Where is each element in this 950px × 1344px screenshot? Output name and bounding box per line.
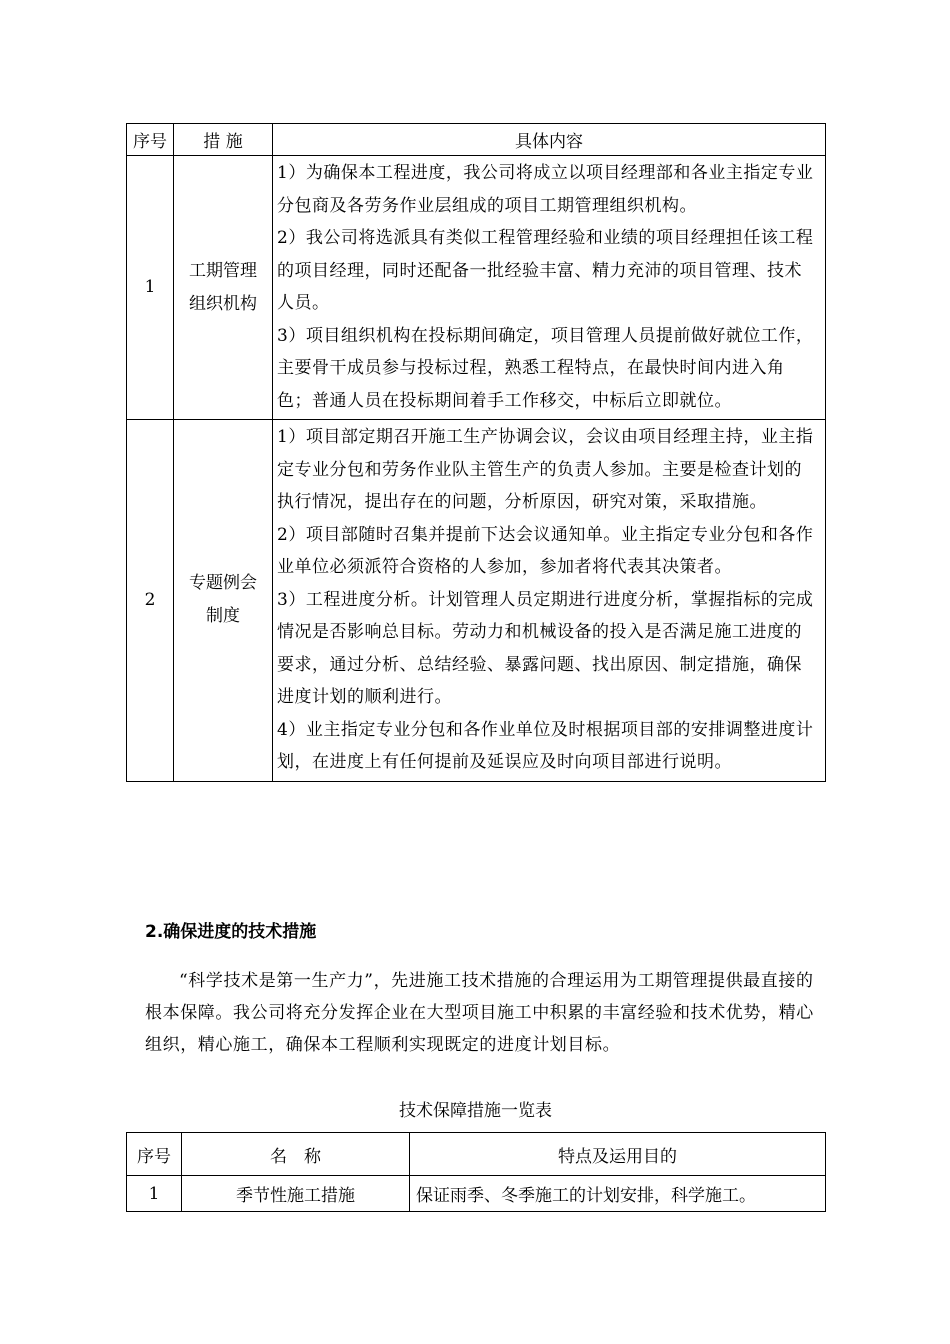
section-heading: 2.确保进度的技术措施	[145, 922, 317, 942]
content-paragraph: 2）我公司将选派具有类似工程管理经验和业绩的项目经理担任该工程的项目经理，同时还配备一批经验丰富、精力充沛的项目管理、技术人员。	[277, 228, 814, 313]
content-paragraph: 3）工程进度分析。计划管理人员定期进行进度分析，掌握指标的完成情况是否影响总目标。劳动力和机械设备的投入是否满足施工进度的要求，通过分析、总结经验、暴露问题、找出原因、制定措施，确保进度计划的顺利进行。	[277, 589, 814, 707]
technical-measures-table	[126, 1132, 826, 1212]
table-caption: 技术保障措施一览表	[399, 1101, 552, 1121]
content-paragraph: 1）为确保本工程进度，我公司将成立以项目经理部和各业主指定专业分包商及各劳务作业层组成的项目工期管理组织机构。	[277, 163, 814, 216]
row-measure: 专题例会制度	[174, 420, 273, 782]
row-name: 季节性施工措施	[182, 1176, 410, 1212]
table-row	[127, 1176, 826, 1212]
schedule-management-table	[126, 123, 826, 782]
table-header-row	[127, 124, 826, 156]
row-content	[273, 156, 826, 420]
header-purpose: 特点及运用目的	[410, 1133, 826, 1176]
table-row	[127, 420, 826, 782]
header-no: 序号	[127, 1133, 182, 1176]
row-no: 1	[127, 156, 174, 420]
content-paragraph: 3）项目组织机构在投标期间确定，项目管理人员提前做好就位工作，主要骨干成员参与投标过程，熟悉工程特点，在最快时间内进入角色；普通人员在投标期间着手工作移交，中标后立即就位。	[277, 325, 814, 411]
row-measure: 工期管理组织机构	[174, 156, 273, 420]
section-body: “科学技术是第一生产力”，先进施工技术措施的合理运用为工期管理提供最直接的根本保障。我公司将充分发挥企业在大型项目施工中积累的丰富经验和技术优势，精心组织，精心施工，确保本工程顺利实现既定的进度计划目标。	[145, 971, 814, 1055]
row-content	[273, 420, 826, 782]
header-name: 名 称	[182, 1133, 410, 1176]
table-header-row	[127, 1133, 826, 1176]
content-paragraph: 1）项目部定期召开施工生产协调会议，会议由项目经理主持，业主指定专业分包和劳务作业队主管生产的负责人参加。主要是检查计划的执行情况，提出存在的问题，分析原因，研究对策，采取措施。	[277, 427, 814, 512]
header-content: 具体内容	[273, 124, 826, 156]
content-paragraph: 2）项目部随时召集并提前下达会议通知单。业主指定专业分包和各作业单位必须派符合资格的人参加，参加者将代表其决策者。	[277, 524, 814, 577]
header-measure: 措 施	[174, 124, 273, 156]
content-paragraph: 4）业主指定专业分包和各作业单位及时根据项目部的安排调整进度计划，在进度上有任何提前及延误应及时向项目部进行说明。	[277, 719, 814, 772]
row-no: 1	[127, 1176, 182, 1212]
table-row	[127, 156, 826, 420]
header-no: 序号	[127, 124, 174, 156]
row-purpose: 保证雨季、冬季施工的计划安排，科学施工。	[410, 1176, 826, 1212]
row-no: 2	[127, 420, 174, 782]
